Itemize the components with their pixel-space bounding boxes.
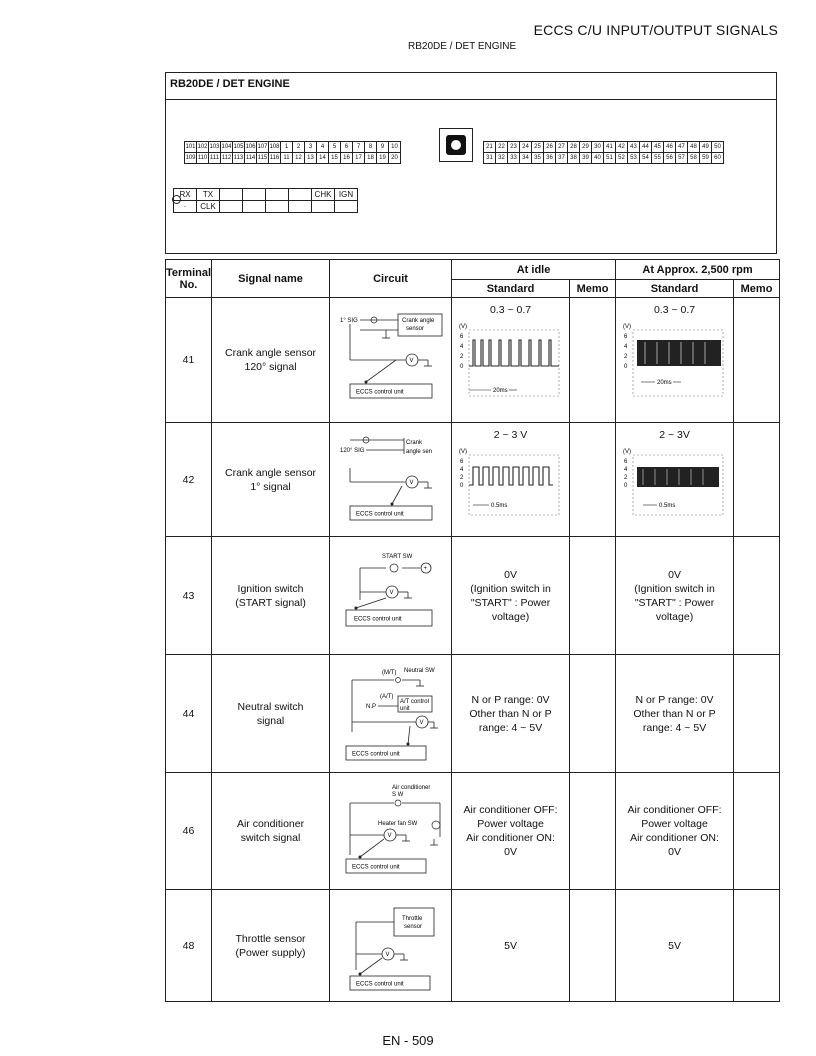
col-signal: Signal name	[212, 260, 330, 298]
connector-pin: 36	[544, 153, 556, 164]
idle-standard: 0.3 ~ 0.7 (V) 6 4 2 0 20ms	[452, 298, 570, 423]
connector-pin: 56	[664, 153, 676, 164]
rpm-standard: Air conditioner OFF: Power voltage Air conditioner ON: 0V	[616, 773, 734, 890]
connector-pin: 32	[496, 153, 508, 164]
connector-pin: 11	[281, 153, 293, 164]
connector-pin: 58	[688, 153, 700, 164]
signal-name: Neutral switch signal	[212, 655, 330, 773]
svg-text:Crank angle: Crank angle	[401, 318, 434, 324]
connector-pin: 102	[197, 142, 209, 153]
connector-pin: 38	[568, 153, 580, 164]
connector-pin: 47	[676, 142, 688, 153]
rpm-memo	[734, 298, 780, 423]
idle-standard: Air conditioner OFF: Power voltage Air conditioner ON: 0V	[452, 773, 570, 890]
idle-memo	[570, 773, 616, 890]
connector-pin: 22	[496, 142, 508, 153]
svg-text:V: V	[409, 479, 414, 486]
connector-pin: 52	[616, 153, 628, 164]
connector-pin: 9	[377, 142, 389, 153]
svg-text:+: +	[423, 565, 427, 572]
idle-standard: 0V (Ignition switch in "START" : Power voltage)	[452, 537, 570, 655]
connector-pin: 41	[604, 142, 616, 153]
svg-text:V: V	[419, 719, 424, 726]
col-idle-standard: Standard	[452, 280, 570, 298]
connector-pin: 60	[712, 153, 724, 164]
rpm-memo	[734, 773, 780, 890]
terminal-no: 43	[166, 537, 212, 655]
connector-pin: 2	[293, 142, 305, 153]
rpm-memo	[734, 890, 780, 1002]
connector-pin: 101	[185, 142, 197, 153]
circuit-diagram	[330, 655, 452, 773]
svg-text:Throttle: Throttle	[401, 915, 422, 922]
connector-pin: 48	[688, 142, 700, 153]
svg-text:0: 0	[623, 483, 627, 489]
svg-text:(A/T): (A/T)	[379, 693, 393, 700]
svg-text:(V): (V)	[622, 324, 631, 330]
connector-pin: 113	[233, 153, 245, 164]
page-title: ECCS C/U INPUT/OUTPUT SIGNALS	[533, 22, 778, 38]
connector-pin: 105	[233, 142, 245, 153]
connector-pin: 16	[341, 153, 353, 164]
connector-pin: 39	[580, 153, 592, 164]
svg-text:ECCS control unit: ECCS control unit	[351, 864, 400, 871]
connector-pin: 49	[700, 142, 712, 153]
col-rpm: At Approx. 2,500 rpm	[616, 260, 780, 280]
connector-pin	[335, 201, 358, 213]
svg-text:V: V	[387, 833, 392, 839]
rpm-standard: 5V	[616, 890, 734, 1002]
svg-text:(V): (V)	[458, 324, 467, 330]
check-connector	[173, 188, 358, 213]
connector-pin: 31	[484, 153, 496, 164]
svg-text:0: 0	[459, 483, 463, 489]
svg-text:ECCS control unit: ECCS control unit	[355, 389, 404, 396]
col-idle: At idle	[452, 260, 616, 280]
col-terminal: Terminal No.	[166, 260, 212, 298]
signal-table	[165, 259, 780, 1002]
idle-standard: N or P range: 0V Other than N or P range: 4 ~ 5V	[452, 655, 570, 773]
connector-pin: 106	[245, 142, 257, 153]
svg-text:4: 4	[459, 344, 463, 350]
svg-text:20ms: 20ms	[656, 380, 672, 386]
connector-pin: 15	[329, 153, 341, 164]
connector-pin: 51	[604, 153, 616, 164]
table-row	[166, 423, 780, 537]
svg-text:N.P: N.P	[365, 703, 376, 710]
svg-text:V: V	[409, 358, 414, 364]
connector-pin: 59	[700, 153, 712, 164]
waveform-idle	[457, 318, 565, 406]
idle-memo	[570, 298, 616, 423]
col-circuit: Circuit	[330, 260, 452, 298]
svg-text:0: 0	[459, 364, 463, 370]
terminal-no: 41	[166, 298, 212, 423]
signal-name: Ignition switch (START signal)	[212, 537, 330, 655]
svg-text:0.5ms: 0.5ms	[658, 503, 675, 509]
connector-right	[483, 141, 724, 164]
table-row	[166, 773, 780, 890]
svg-text:Air conditioner: Air conditioner	[391, 785, 430, 791]
connector-pin: 33	[508, 153, 520, 164]
terminal-no: 42	[166, 423, 212, 537]
connector-pin: RX	[174, 189, 197, 201]
svg-text:2: 2	[459, 475, 463, 481]
svg-text:(V): (V)	[622, 449, 631, 455]
connector-pin: 34	[520, 153, 532, 164]
svg-text:Heater fan SW: Heater fan SW	[377, 821, 417, 827]
svg-text:4: 4	[623, 344, 627, 350]
idle-standard: 5V	[452, 890, 570, 1002]
waveform-rpm	[621, 443, 729, 523]
waveform-idle	[457, 443, 565, 523]
svg-text:unit: unit	[399, 705, 410, 712]
svg-text:ECCS control unit: ECCS control unit	[355, 511, 404, 517]
svg-text:4: 4	[623, 467, 627, 473]
connector-pin: 54	[640, 153, 652, 164]
signal-name: Air conditioner switch signal	[212, 773, 330, 890]
svg-text:0.5ms: 0.5ms	[490, 503, 507, 509]
connector-pin: 107	[257, 142, 269, 153]
svg-text:Neutral SW: Neutral SW	[403, 667, 435, 674]
connector-pin: 13	[305, 153, 317, 164]
circuit-diagram	[330, 537, 452, 655]
connector-pin: 24	[520, 142, 532, 153]
connector-pin: IGN	[335, 189, 358, 201]
terminal-no: 44	[166, 655, 212, 773]
svg-text:(V): (V)	[458, 449, 467, 455]
connector-pin: 23	[508, 142, 520, 153]
connector-pin: 42	[616, 142, 628, 153]
svg-text:S W: S W	[391, 792, 403, 798]
connector-pin: 108	[269, 142, 281, 153]
rpm-standard: N or P range: 0V Other than N or P range: 4 ~ 5V	[616, 655, 734, 773]
rpm-memo	[734, 655, 780, 773]
connector-pin: 103	[209, 142, 221, 153]
connector-pin: 28	[568, 142, 580, 153]
connector-pin: CHK	[312, 189, 335, 201]
svg-text:6: 6	[623, 459, 627, 465]
connector-pin: 57	[676, 153, 688, 164]
connector-pin: 27	[556, 142, 568, 153]
connector-pin: 8	[365, 142, 377, 153]
rpm-standard: 0V (Ignition switch in "START" : Power voltage)	[616, 537, 734, 655]
connector-pin: 46	[664, 142, 676, 153]
connector-pin: 25	[532, 142, 544, 153]
svg-text:20ms: 20ms	[492, 388, 508, 394]
table-row	[166, 655, 780, 773]
idle-memo	[570, 537, 616, 655]
connector-pin: 43	[628, 142, 640, 153]
svg-text:2: 2	[623, 354, 627, 360]
connector-pin: 18	[365, 153, 377, 164]
connector-pin: 116	[269, 153, 281, 164]
connector-pin: 114	[245, 153, 257, 164]
svg-text:2: 2	[623, 475, 627, 481]
svg-text:4: 4	[459, 467, 463, 473]
connector-pin: 6	[341, 142, 353, 153]
svg-text:ECCS control unit: ECCS control unit	[351, 751, 400, 757]
connector-pin	[220, 201, 243, 213]
svg-text:ECCS control unit: ECCS control unit	[353, 616, 402, 622]
connector-pin: 115	[257, 153, 269, 164]
svg-text:6: 6	[623, 334, 627, 340]
svg-text:V: V	[385, 951, 390, 958]
connector-pin: 111	[209, 153, 221, 164]
connector-pin: 37	[556, 153, 568, 164]
idle-standard: 2 ~ 3 V (V) 6 4 2 0 0.5ms	[452, 423, 570, 537]
connector-pin	[289, 189, 312, 201]
svg-text:START SW: START SW	[381, 553, 412, 560]
idle-memo	[570, 655, 616, 773]
connector-pin: 30	[592, 142, 604, 153]
connector-pin	[243, 201, 266, 213]
page-subtitle: RB20DE / DET ENGINE	[408, 41, 517, 52]
connector-pin	[289, 201, 312, 213]
svg-text:V: V	[389, 589, 394, 596]
svg-text:angle sen: angle sen	[405, 448, 432, 455]
svg-text:ECCS control unit: ECCS control unit	[355, 981, 404, 987]
rpm-memo	[734, 423, 780, 537]
signal-name: Crank angle sensor 120° signal	[212, 298, 330, 423]
svg-text:Crank: Crank	[405, 439, 422, 446]
connector-pin: 5	[329, 142, 341, 153]
svg-text:(M/T): (M/T)	[381, 669, 396, 676]
col-rpm-memo: Memo	[734, 280, 780, 298]
circuit-diagram	[330, 423, 452, 537]
table-row	[166, 537, 780, 655]
rpm-standard: 0.3 ~ 0.7 (V) 6 4 2 0 20ms	[616, 298, 734, 423]
connector-pin: 14	[317, 153, 329, 164]
col-idle-memo: Memo	[570, 280, 616, 298]
connector-pin: 45	[652, 142, 664, 153]
connector-pin: 109	[185, 153, 197, 164]
table-row	[166, 890, 780, 1002]
connector-pin: CLK	[197, 201, 220, 213]
connector-pin: TX	[197, 189, 220, 201]
col-rpm-standard: Standard	[616, 280, 734, 298]
circuit-diagram	[330, 890, 452, 1002]
connector-pin: 44	[640, 142, 652, 153]
section-title: RB20DE / DET ENGINE	[166, 73, 776, 100]
svg-text:1° SIG: 1° SIG	[339, 318, 358, 324]
connector-pin	[266, 201, 289, 213]
connector-pin	[220, 189, 243, 201]
svg-text:2: 2	[459, 354, 463, 360]
rpm-standard: 2 ~ 3V (V) 6 4 2 0 0.5ms	[616, 423, 734, 537]
connector-pin	[266, 189, 289, 201]
connector-pin: 40	[592, 153, 604, 164]
rpm-memo	[734, 537, 780, 655]
svg-text:6: 6	[459, 459, 463, 465]
connector-pin: 20	[389, 153, 401, 164]
connector-pin: 112	[221, 153, 233, 164]
connector-pin: 10	[389, 142, 401, 153]
connector-pin: 53	[628, 153, 640, 164]
connector-pin: 104	[221, 142, 233, 153]
connector-plug-icon	[439, 128, 473, 162]
circuit-diagram	[330, 298, 452, 423]
connector-left	[184, 141, 401, 164]
connector-pin	[312, 201, 335, 213]
svg-text:A/T control: A/T control	[399, 698, 429, 705]
svg-text:6: 6	[459, 334, 463, 340]
connector-pin: 50	[712, 142, 724, 153]
terminal-no: 48	[166, 890, 212, 1002]
circuit-diagram	[330, 773, 452, 890]
connector-pin: 1	[281, 142, 293, 153]
connector-pin: 29	[580, 142, 592, 153]
connector-pin: 12	[293, 153, 305, 164]
connector-pin: 55	[652, 153, 664, 164]
connector-pin: 3	[305, 142, 317, 153]
svg-text:sensor: sensor	[403, 923, 422, 930]
connector-pin: 35	[532, 153, 544, 164]
signal-name: Crank angle sensor 1° signal	[212, 423, 330, 537]
connector-pin: 26	[544, 142, 556, 153]
svg-text:0: 0	[623, 364, 627, 370]
connector-pin: 4	[317, 142, 329, 153]
connector-pin	[243, 189, 266, 201]
connector-pin: 110	[197, 153, 209, 164]
connector-pin: 7	[353, 142, 365, 153]
waveform-rpm	[621, 318, 729, 406]
idle-memo	[570, 423, 616, 537]
svg-text:120° SIG: 120° SIG	[339, 447, 364, 454]
connector-pin: 19	[377, 153, 389, 164]
connector-pin: ·	[174, 201, 197, 213]
page-number: EN - 509	[382, 1033, 434, 1048]
idle-memo	[570, 890, 616, 1002]
connector-pin: 17	[353, 153, 365, 164]
svg-text:sensor: sensor	[405, 326, 424, 332]
terminal-no: 46	[166, 773, 212, 890]
signal-name: Throttle sensor (Power supply)	[212, 890, 330, 1002]
table-row	[166, 298, 780, 423]
connector-pin: 21	[484, 142, 496, 153]
